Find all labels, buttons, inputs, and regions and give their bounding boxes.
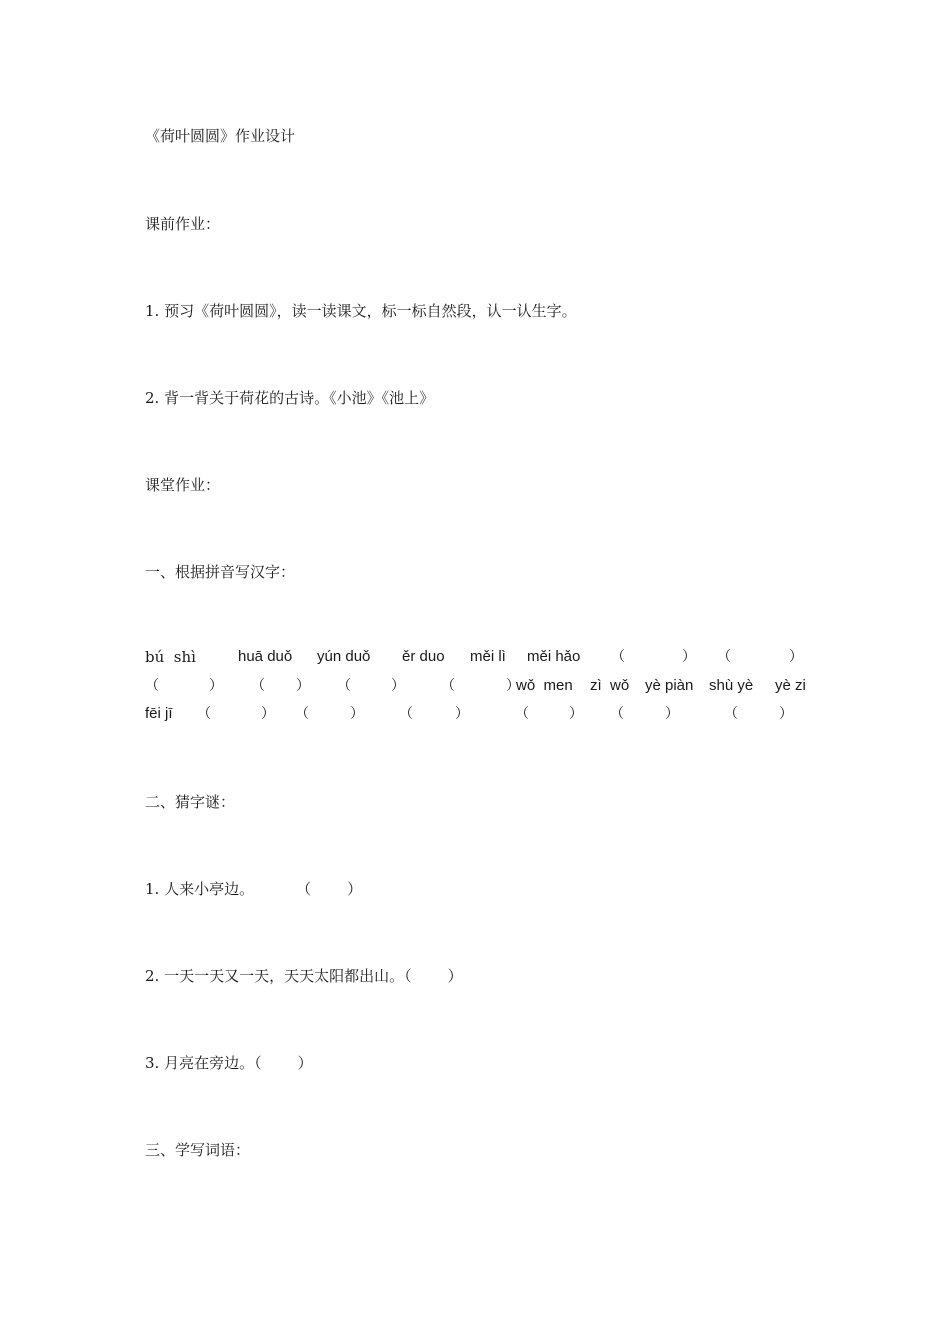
pinyin-row-1	[145, 646, 825, 668]
answer-blank-open: （	[441, 678, 455, 694]
answer-blank-open: （	[337, 678, 351, 694]
pinyin-word: zì wǒ	[590, 677, 630, 694]
pinyin-word: wǒ men	[516, 677, 573, 694]
answer-blank-open: （	[197, 706, 211, 722]
answer-blank-close: ）	[569, 706, 583, 722]
riddle-text: 3. 月亮在旁边。	[145, 1054, 255, 1072]
pre-class-item-2: 2. 背一背关于荷花的古诗。《小池》《池上》	[145, 389, 435, 407]
pinyin-word: fēi jī	[145, 705, 173, 722]
pinyin-word: huā duǒ	[238, 648, 293, 665]
answer-blank-close: ）	[665, 706, 679, 722]
answer-blank-open: （	[295, 706, 309, 722]
answer-blank-close: ）	[455, 706, 469, 722]
answer-blank-open: （	[254, 1054, 262, 1072]
riddle-text: 2. 一天一天又一天，天天太阳都出山。	[145, 967, 405, 985]
answer-blank-close: ）	[296, 678, 310, 694]
document-title: 《荷叶圆圆》作业设计	[145, 127, 296, 145]
answer-blank-close: ）	[682, 649, 696, 665]
answer-blank-close: ）	[350, 706, 364, 722]
answer-blank-open: （	[610, 706, 624, 722]
answer-blank-close: ）	[506, 678, 520, 694]
answer-blank-close: ）	[789, 649, 803, 665]
answer-blank-open: （	[404, 967, 412, 985]
pinyin-word: yè zi	[775, 677, 806, 694]
pinyin-word: měi lì	[470, 648, 506, 665]
answer-blank-close: ）	[209, 678, 223, 694]
pinyin-word: yún duǒ	[317, 648, 371, 665]
pinyin-row-3	[145, 703, 825, 725]
riddle-item-3	[145, 1053, 313, 1073]
pinyin-word: ěr duo	[402, 648, 445, 665]
pinyin-row-2	[145, 675, 825, 697]
riddle-text: 1. 人来小亭边。	[145, 880, 255, 898]
pinyin-word: bú shì	[145, 648, 196, 666]
answer-blank-close: ）	[297, 1054, 313, 1072]
answer-blank-open: （	[296, 880, 312, 898]
pre-class-item-1: 1. 预习《荷叶圆圆》，读一读课文，标一标自然段，认一认生字。	[145, 302, 577, 320]
riddle-item-1	[145, 879, 362, 899]
answer-blank-open: （	[611, 649, 625, 665]
answer-blank-close: ）	[779, 706, 793, 722]
answer-blank-open: （	[724, 706, 738, 722]
answer-blank-open: （	[145, 678, 159, 694]
answer-blank-close: ）	[347, 880, 363, 898]
pre-class-heading: 课前作业：	[145, 215, 221, 233]
section-1-heading: 一、根据拼音写汉字：	[145, 563, 296, 581]
section-3-heading: 三、学写词语：	[145, 1141, 251, 1159]
answer-blank-close: ）	[447, 967, 463, 985]
section-2-heading: 二、猜字谜：	[145, 793, 236, 811]
pinyin-word: měi hǎo	[527, 648, 581, 665]
answer-blank-close: ）	[261, 706, 275, 722]
answer-blank-open: （	[717, 649, 731, 665]
answer-blank-close: ）	[391, 678, 405, 694]
riddle-item-2	[145, 966, 463, 986]
answer-blank-open: （	[515, 706, 529, 722]
pinyin-word: shù yè	[709, 677, 754, 694]
answer-blank-open: （	[251, 678, 265, 694]
answer-blank-open: （	[399, 706, 413, 722]
in-class-heading: 课堂作业：	[145, 476, 221, 494]
pinyin-word: yè piàn	[645, 677, 694, 694]
